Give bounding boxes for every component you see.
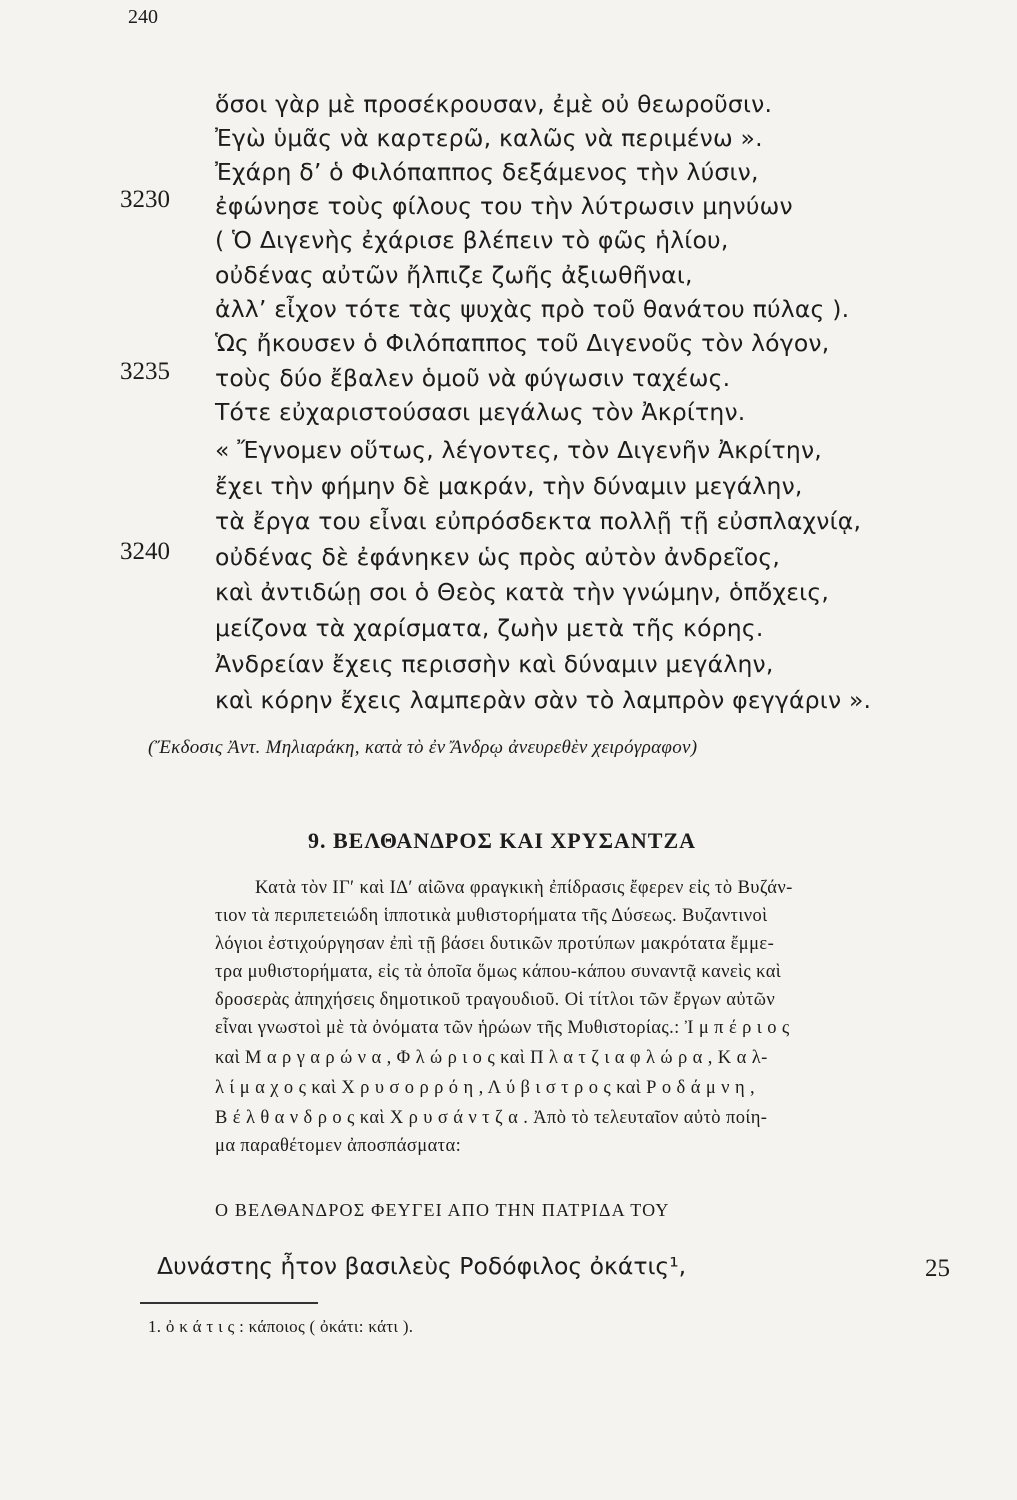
poem-line: ἀλλ’ εἶχον τότε τὰς ψυχὰς πρὸ τοῦ θανάτου πύλας ). <box>215 295 850 323</box>
poem-line: καὶ κόρην ἔχεις λαμπερὰν σὰν τὸ λαμπρὸν φεγγάριν ». <box>215 686 872 714</box>
poem-line: καὶ ἀντιδώῃ σοι ὁ Θεὸς κατὰ τὴν γνώμην, ὁπὄχεις, <box>215 578 829 606</box>
section-heading: 9. ΒΕΛΘΑΝΔΡΟΣ ΚΑΙ ΧΡΥΣΑΝΤΖΑ <box>308 828 697 853</box>
source-note: (Ἔκδοσις Ἀντ. Μηλιαράκη, κατὰ τὸ ἐν Ἄνδρῳ ἀνευρεθὲν χειρόγραφον) <box>148 737 698 758</box>
verse-line: Δυνάστης ἦτον βασιλεὺς Ροδόφιλος ὀκάτις¹, <box>157 1252 687 1280</box>
poem-line: ὅσοι γὰρ μὲ προσέκρουσαν, ἐμὲ οὐ θεωροῦσιν. <box>215 90 773 118</box>
prose-line: λ ί μ α χ ο ς καὶ Χ ρ υ σ ο ρ ρ ό η , Λ ύ β ι σ τ ρ ο ς καὶ Ρ ο δ ά μ ν η , <box>215 1078 756 1098</box>
poem-line: Ἀνδρείαν ἔχεις περισσὴν καὶ δύναμιν μεγάλην, <box>215 650 774 678</box>
poem-line: ( Ὁ Διγενὴς ἐχάρισε βλέπειν τὸ φῶς ἡλίου, <box>215 226 729 254</box>
prose-line: δροσερὰς ἀπηχήσεις δημοτικοῦ τραγουδιοῦ. Οἱ τίτλοι τῶν ἔργων αὐτῶν <box>215 990 776 1010</box>
poem-line: « Ἔγνομεν οὕτως, λέγοντες, τὸν Διγενῆν Ἀκρίτην, <box>215 436 822 464</box>
line-number: 3240 <box>120 538 170 565</box>
prose-line: τρα μυθιστορήματα, εἰς τὰ ὁποῖα ὅμως κάπου-κάπου συναντᾷ κανεὶς καὶ <box>215 962 782 982</box>
poem-line: Ἐγὼ ὑμᾶς νὰ καρτερῶ, καλῶς νὰ περιμένω ». <box>215 124 763 152</box>
poem-line: οὐδένας δὲ ἐφάνηκεν ὡς πρὸς αὐτὸν ἀνδρεῖος, <box>215 543 781 571</box>
sub-heading: Ο ΒΕΛΘΑΝΔΡΟΣ ΦΕΥΓΕΙ ΑΠΟ ΤΗΝ ΠΑΤΡΙΔΑ ΤΟΥ <box>215 1200 670 1220</box>
poem-line: τοὺς δύο ἔβαλεν ὁμοῦ νὰ φύγωσιν ταχέως. <box>215 364 731 392</box>
footnote: 1. ὀ κ ά τ ι ς : κάποιος ( ὀκάτι: κάτι ). <box>148 1317 414 1336</box>
prose-line: λόγιοι ἐστιχούργησαν ἐπὶ τῇ βάσει δυτικῶν προτύπων μακρότατα ἔμμε- <box>215 934 775 954</box>
poem-line: ἐφώνησε τοὺς φίλους του τὴν λύτρωσιν μηνύων <box>215 192 793 220</box>
prose-line: μα παραθέτομεν ἀποσπάσματα: <box>215 1136 462 1156</box>
prose-line: τιον τὰ περιπετειώδη ἱπποτικὰ μυθιστορήματα τῆς Δύσεως. Βυζαντινοὶ <box>215 906 768 926</box>
poem-line: Ὡς ἤκουσεν ὁ Φιλόπαππος τοῦ Διγενοῦς τὸν λόγον, <box>215 329 830 357</box>
footnote-divider <box>140 1302 318 1304</box>
poem-line: Τότε εὐχαριστούσασι μεγάλως τὸν Ἀκρίτην. <box>215 398 746 426</box>
poem-line: μείζονα τὰ χαρίσματα, ζωὴν μετὰ τῆς κόρης. <box>215 614 764 642</box>
line-number: 3230 <box>120 186 170 213</box>
poem-line: ἔχει τὴν φήμην δὲ μακράν, τὴν δύναμιν μεγάλην, <box>215 472 803 500</box>
poem-line: τὰ ἔργα του εἶναι εὐπρόσδεκτα πολλῇ τῇ εὐσπλαχνίᾳ, <box>215 507 862 535</box>
prose-line: καὶ Μ α ρ γ α ρ ώ ν α , Φ λ ώ ρ ι ο ς καὶ Π λ α τ ζ ι α φ λ ώ ρ α , Κ α λ- <box>215 1048 768 1068</box>
page-number: 240 <box>128 6 158 28</box>
line-number: 3235 <box>120 358 170 385</box>
prose-line: εἶναι γνωστοὶ μὲ τὰ ὀνόματα τῶν ἡρώων τῆς Μυθιστορίας.: Ἰ μ π έ ρ ι ο ς <box>215 1018 790 1038</box>
poem-line: Ἐχάρη δ’ ὁ Φιλόπαππος δεξάμενος τὴν λύσιν, <box>215 158 759 186</box>
poem-line: οὐδένας αὐτῶν ἤλπιζε ζωῆς ἀξιωθῆναι, <box>215 261 693 289</box>
line-number: 25 <box>925 1255 950 1282</box>
prose-line: Β έ λ θ α ν δ ρ ο ς καὶ Χ ρ υ σ ά ν τ ζ α . Ἀπὸ τὸ τελευταῖον αὐτὸ ποίη- <box>215 1108 768 1128</box>
prose-line: Κατὰ τὸν ΙΓ′ καὶ ΙΔ′ αἰῶνα φραγκικὴ ἐπίδρασις ἔφερεν εἰς τὸ Βυζάν- <box>255 878 793 898</box>
